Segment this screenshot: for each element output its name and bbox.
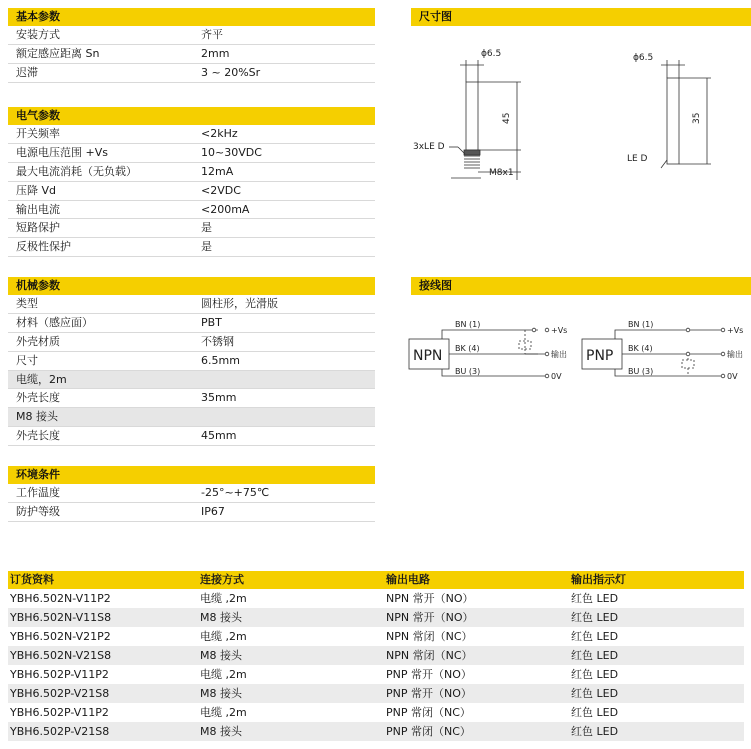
param-row: 工作温度 -25°~+75℃: [8, 484, 375, 503]
pnp-0v-label: 0V: [727, 372, 738, 381]
dim-le-right: LE D: [627, 154, 648, 164]
npn-label: NPN: [413, 348, 443, 364]
table-row: YBH6.502P-V11P2 电缆 ,2m PNP 常开（NO） 红色 LED: [10, 668, 619, 681]
electrical-params-section: [8, 107, 375, 257]
param-row: 尺寸 6.5mm: [8, 352, 375, 371]
npn-0v-label: 0V: [551, 372, 562, 381]
col-header-connection: 连接方式: [200, 573, 244, 586]
param-subheader-row: 电缆，2m: [8, 371, 375, 390]
basic-params-header: 基本参数: [8, 8, 375, 26]
dim-length-right: 35: [692, 112, 702, 124]
dimension-drawing: [411, 30, 746, 195]
sensor-body-short: [667, 78, 679, 164]
environment-section: [8, 466, 375, 522]
table-row: YBH6.502N-V11P2 电缆 ,2m NPN 常开（NO） 红色 LED: [10, 592, 619, 605]
table-row: YBH6.502N-V21S8 M8 接头 NPN 常闭（NC） 红色 LED: [8, 646, 744, 665]
dimension-header: 尺寸图: [411, 8, 751, 26]
wiring-header: 接线图: [411, 277, 751, 295]
mechanical-params-section: [8, 277, 375, 446]
param-row: 反极性保护 是: [8, 238, 375, 257]
col-header-output: 输出电路: [386, 573, 430, 586]
pnp-bk-label: BK (4): [628, 344, 653, 353]
param-row: 外壳材质 不锈钢: [8, 333, 375, 352]
param-row: 材料（感应面） PBT: [8, 314, 375, 333]
dim-diameter-right: ϕ6.5: [633, 53, 654, 63]
pnp-vs-label: +Vs: [727, 326, 744, 335]
environment-header: 环境条件: [8, 466, 375, 484]
sensor-body-long: [466, 82, 478, 150]
param-row: 安装方式 齐平: [8, 26, 375, 45]
param-row: 压降 Vd <2VDC: [8, 182, 375, 201]
param-subheader-row: M8 接头: [8, 408, 375, 427]
wiring-diagram: [405, 315, 750, 390]
order-table: [8, 571, 744, 741]
col-header-order: 订货资料: [10, 573, 54, 586]
npn-out-label: 输出: [551, 350, 567, 359]
dim-diameter-left: ϕ6.5: [481, 49, 502, 59]
pnp-bn-label: BN (1): [628, 320, 654, 329]
param-row: 迟滞 3 ~ 20%Sr: [8, 64, 375, 83]
param-row: 类型 圆柱形，光滑版: [8, 295, 375, 314]
npn-bn-label: BN (1): [455, 320, 481, 329]
dim-le-left: 3xLE D: [413, 142, 445, 152]
npn-bk-label: BK (4): [455, 344, 480, 353]
param-row: 防护等级 IP67: [8, 503, 375, 522]
param-row: 外壳长度 45mm: [8, 427, 375, 446]
npn-vs-label: +Vs: [551, 326, 568, 335]
col-header-indicator: 输出指示灯: [571, 573, 626, 586]
param-row: 额定感应距离 Sn 2mm: [8, 45, 375, 64]
param-row: 开关频率 <2kHz: [8, 125, 375, 144]
pnp-label: PNP: [586, 348, 614, 364]
table-row: YBH6.502P-V11P2 电缆 ,2m PNP 常闭（NC） 红色 LED: [10, 706, 619, 719]
mechanical-params-header: 机械参数: [8, 277, 375, 295]
param-row: 短路保护 是: [8, 219, 375, 238]
table-row: YBH6.502N-V11S8 M8 接头 NPN 常开（NO） 红色 LED: [8, 608, 744, 627]
param-row: 外壳长度 35mm: [8, 389, 375, 408]
dim-length-left: 45: [502, 112, 512, 124]
param-row: 电源电压范围 +Vs 10~30VDC: [8, 144, 375, 163]
npn-bu-label: BU (3): [455, 367, 481, 376]
dim-thread: M8x1: [489, 168, 514, 178]
pnp-bu-label: BU (3): [628, 367, 654, 376]
param-row: 输出电流 <200mA: [8, 201, 375, 220]
basic-params-section: [8, 8, 375, 83]
param-row: 最大电流消耗（无负载） 12mA: [8, 163, 375, 182]
pnp-out-label: 输出: [727, 350, 743, 359]
table-row: YBH6.502P-V21S8 M8 接头 PNP 常开（NO） 红色 LED: [8, 684, 744, 703]
table-row: YBH6.502P-V21S8 M8 接头 PNP 常闭（NC） 红色 LED: [8, 722, 744, 741]
order-table-header: [8, 571, 744, 589]
electrical-params-header: 电气参数: [8, 107, 375, 125]
table-row: YBH6.502N-V21P2 电缆 ,2m NPN 常闭（NC） 红色 LED: [10, 630, 619, 643]
